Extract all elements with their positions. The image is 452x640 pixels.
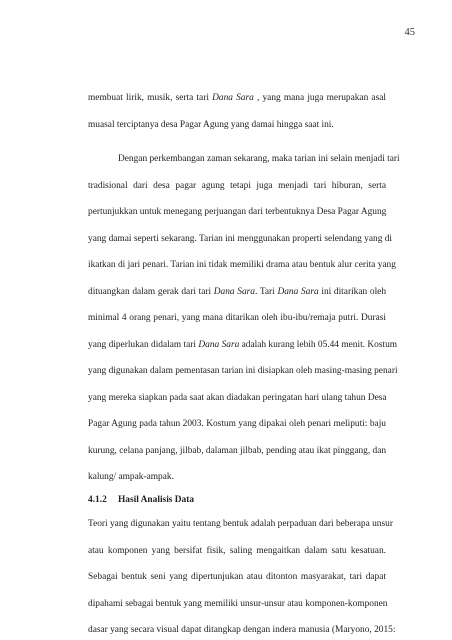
paragraph-line: kalung/ ampak-ampak. [88, 472, 174, 482]
paragraph-line: Teori yang digunakan yaitu tentang bentuk adalah perpaduan dari beberapa unsur [88, 519, 393, 529]
paragraph-line: Sebagai bentuk seni yang dipertunjukan atau ditonton masyarakat, tari dapat [88, 572, 386, 582]
text-run: ini ditarikan oleh [318, 287, 387, 297]
paragraph-line: atau komponen yang bersifat fisik, saling mengaitkan dalam satu kesatuan. [88, 546, 386, 556]
paragraph-line: yang mereka siapkan pada saat akan diadakan peringatan hari ulang tahun Desa [88, 393, 387, 403]
paragraph-line: kurung, celana panjang, jilbab, dalaman jilbab, pending atau ikat pinggang, dan [88, 446, 387, 456]
paragraph-line: muasal terciptanya desa Pagar Agung yang damai hingga saat ini. [88, 120, 334, 130]
text-run: membuat lirik, musik, serta tari [88, 93, 213, 103]
paragraph-line: Pagar Agung pada tahun 2003. Kostum yang dipakai oleh penari meliputi: baju [88, 419, 386, 429]
paragraph-line: yang digunakan dalam pementasan tarian ini disiapkan oleh masing-masing penari [88, 366, 398, 376]
paragraph-line: tradisional dari desa pagar agung tetapi juga menjadi tari hiburan, serta [88, 181, 386, 191]
paragraph-line: pertunjukkan untuk menegang perjuangan dari terbentuknya Desa Pagar Agung [88, 207, 387, 217]
section-heading [88, 494, 386, 506]
page-number: 45 [404, 27, 415, 38]
italic-text: Dana Sara [198, 340, 240, 350]
paragraph-line [88, 339, 398, 351]
text-run: adalah kurang lebih 05.44 menit. Kostum [239, 340, 398, 350]
italic-text: Dana Sara [212, 93, 254, 103]
paragraph-line: dasar yang secara visual dapat ditangkap dengan indera manusia (Maryono, 2015: [88, 625, 396, 635]
paragraph-line: minimal 4 orang penari, yang mana ditarikan oleh ibu-ibu/remaja putri. Durasi [88, 313, 386, 323]
paragraph-line: Dengan perkembangan zaman sekarang, maka tarian ini selain menjadi tari [118, 154, 400, 164]
paragraph-line [88, 92, 386, 104]
text-run: . Tari [254, 287, 278, 297]
text-run: , yang mana juga merupakan asal [253, 93, 386, 103]
italic-text: Dana Sara [277, 287, 319, 297]
section-title: Hasil Analisis Data [118, 495, 195, 505]
text-run: yang diperlukan didalam tari [88, 340, 199, 350]
italic-text: Dana Sara [213, 287, 255, 297]
section-number: 4.1.2 [88, 495, 107, 505]
paragraph-line: yang damai seperti sekarang. Tarian ini menggunakan properti selendang yang di [88, 234, 393, 244]
paragraph-line: dipahami sebagai bentuk yang memiliki unsur-unsur atau komponen-komponen [88, 599, 388, 609]
paragraph-line: ikatkan di jari penari. Tarian ini tidak memiliki drama atau bentuk alur cerita yang [88, 260, 396, 270]
paragraph-line [88, 286, 386, 298]
text-run: dituangkan dalam gerak dari tari [88, 287, 214, 297]
